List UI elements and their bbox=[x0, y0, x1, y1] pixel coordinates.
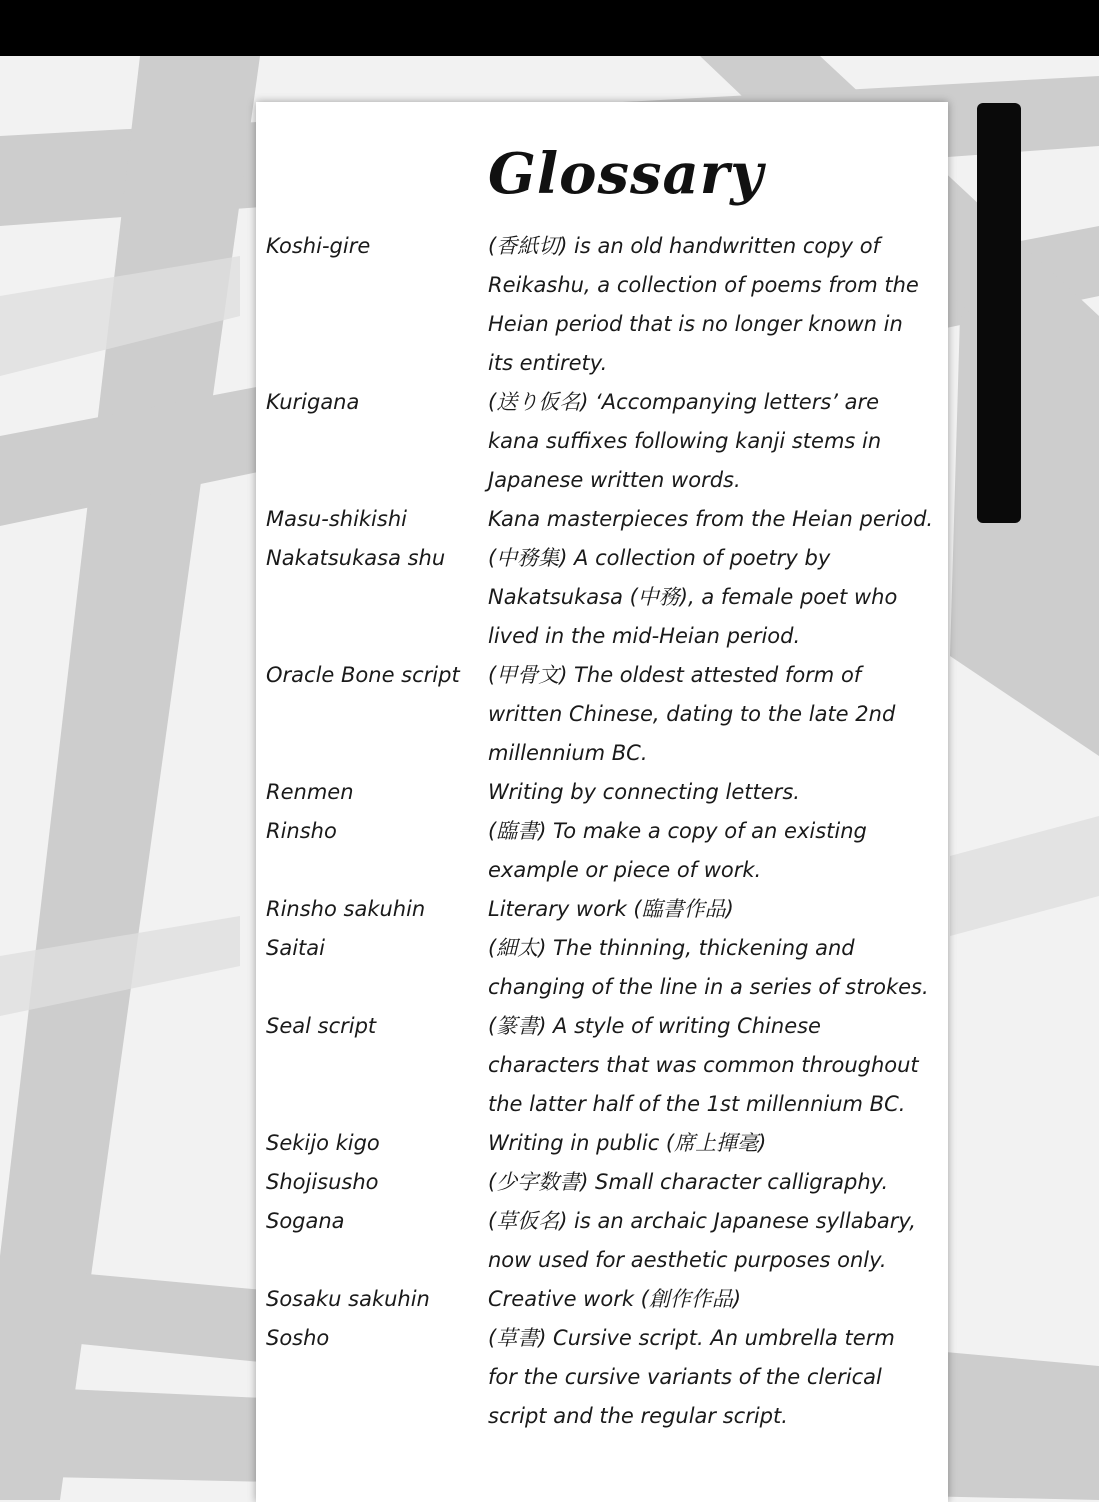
glossary-list bbox=[266, 227, 956, 1436]
glossary-entry bbox=[266, 656, 956, 773]
glossary-definition bbox=[488, 812, 948, 890]
definition-line: (中務集) A collection of poetry by bbox=[488, 546, 831, 570]
glossary-term: Oracle Bone script bbox=[266, 663, 460, 687]
definition-line: lived in the mid-Heian period. bbox=[488, 624, 801, 648]
definition-line: now used for aesthetic purposes only. bbox=[488, 1248, 887, 1272]
definition-line: (草仮名) is an archaic Japanese syllabary, bbox=[488, 1209, 916, 1233]
glossary-entry bbox=[266, 227, 956, 383]
glossary-term: Sekijo kigo bbox=[266, 1131, 380, 1155]
glossary-term: Saitai bbox=[266, 936, 325, 960]
glossary-term: Renmen bbox=[266, 780, 354, 804]
glossary-definition bbox=[488, 929, 948, 1007]
definition-line: kana suffixes following kanji stems in bbox=[488, 429, 882, 453]
glossary-definition bbox=[488, 383, 948, 500]
definition-line: Kana masterpieces from the Heian period. bbox=[488, 507, 934, 531]
glossary-definition bbox=[488, 1124, 948, 1163]
glossary-term: Kurigana bbox=[266, 390, 360, 414]
definition-line: changing of the line in a series of strokes. bbox=[488, 975, 929, 999]
glossary-entry bbox=[266, 1202, 956, 1280]
definition-line: Writing in public (席上揮毫) bbox=[488, 1131, 767, 1155]
glossary-definition bbox=[488, 890, 948, 929]
glossary-entry bbox=[266, 929, 956, 1007]
definition-line: its entirety. bbox=[488, 351, 608, 375]
glossary-entry bbox=[266, 812, 956, 890]
glossary-entry bbox=[266, 500, 956, 539]
definition-line: (臨書) To make a copy of an existing bbox=[488, 819, 867, 843]
definition-line: Reikashu, a collection of poems from the bbox=[488, 273, 919, 297]
glossary-entry bbox=[266, 383, 956, 500]
definition-line: the latter half of the 1st millennium BC. bbox=[488, 1092, 906, 1116]
definition-line: for the cursive variants of the clerical bbox=[488, 1365, 882, 1389]
glossary-term: Shojisusho bbox=[266, 1170, 379, 1194]
definition-line: Nakatsukasa (中務), a female poet who bbox=[488, 585, 898, 609]
glossary-term: Masu-shikishi bbox=[266, 507, 407, 531]
glossary-term: Nakatsukasa shu bbox=[266, 546, 446, 570]
glossary-term: Sosho bbox=[266, 1326, 330, 1350]
definition-line: written Chinese, dating to the late 2nd bbox=[488, 702, 896, 726]
side-tab[interactable] bbox=[977, 103, 1021, 523]
glossary-entry bbox=[266, 773, 956, 812]
glossary-definition bbox=[488, 500, 948, 539]
definition-line: characters that was common throughout bbox=[488, 1053, 919, 1077]
definition-line: millennium BC. bbox=[488, 741, 648, 765]
glossary-term: Rinsho sakuhin bbox=[266, 897, 426, 921]
glossary-definition bbox=[488, 1202, 948, 1280]
definition-line: Literary work (臨書作品) bbox=[488, 897, 734, 921]
glossary-term: Seal script bbox=[266, 1014, 377, 1038]
definition-line: (少字数書) Small character calligraphy. bbox=[488, 1170, 889, 1194]
glossary-definition bbox=[488, 227, 948, 383]
definition-line: Writing by connecting letters. bbox=[488, 780, 800, 804]
glossary-definition bbox=[488, 1007, 948, 1124]
glossary-entry bbox=[266, 539, 956, 656]
top-bar bbox=[0, 0, 1099, 56]
glossary-definition bbox=[488, 656, 948, 773]
glossary-definition bbox=[488, 1163, 948, 1202]
definition-line: (篆書) A style of writing Chinese bbox=[488, 1014, 821, 1038]
glossary-entry bbox=[266, 1007, 956, 1124]
definition-line: Creative work (創作作品) bbox=[488, 1287, 742, 1311]
glossary-definition bbox=[488, 1319, 948, 1436]
definition-line: example or piece of work. bbox=[488, 858, 762, 882]
glossary-term: Sogana bbox=[266, 1209, 345, 1233]
definition-line: (送り仮名) ‘Accompanying letters’ are bbox=[488, 390, 880, 414]
definition-line: Heian period that is no longer known in bbox=[488, 312, 903, 336]
definition-line: (草書) Cursive script. An umbrella term bbox=[488, 1326, 895, 1350]
glossary-term: Rinsho bbox=[266, 819, 337, 843]
glossary-definition bbox=[488, 1280, 948, 1319]
glossary-entry bbox=[266, 1319, 956, 1436]
definition-line: (香紙切) is an old handwritten copy of bbox=[488, 234, 880, 258]
glossary-term: Koshi-gire bbox=[266, 234, 371, 258]
glossary-definition bbox=[488, 539, 948, 656]
glossary-entry bbox=[266, 1124, 956, 1163]
glossary-definition bbox=[488, 773, 948, 812]
definition-line: Japanese written words. bbox=[488, 468, 741, 492]
definition-line: (甲骨文) The oldest attested form of bbox=[488, 663, 862, 687]
glossary-entry bbox=[266, 890, 956, 929]
glossary-term: Sosaku sakuhin bbox=[266, 1287, 430, 1311]
glossary-entry bbox=[266, 1280, 956, 1319]
definition-line: (細太) The thinning, thickening and bbox=[488, 936, 855, 960]
glossary-entry bbox=[266, 1163, 956, 1202]
definition-line: script and the regular script. bbox=[488, 1404, 788, 1428]
glossary-title: Glossary bbox=[488, 141, 764, 207]
